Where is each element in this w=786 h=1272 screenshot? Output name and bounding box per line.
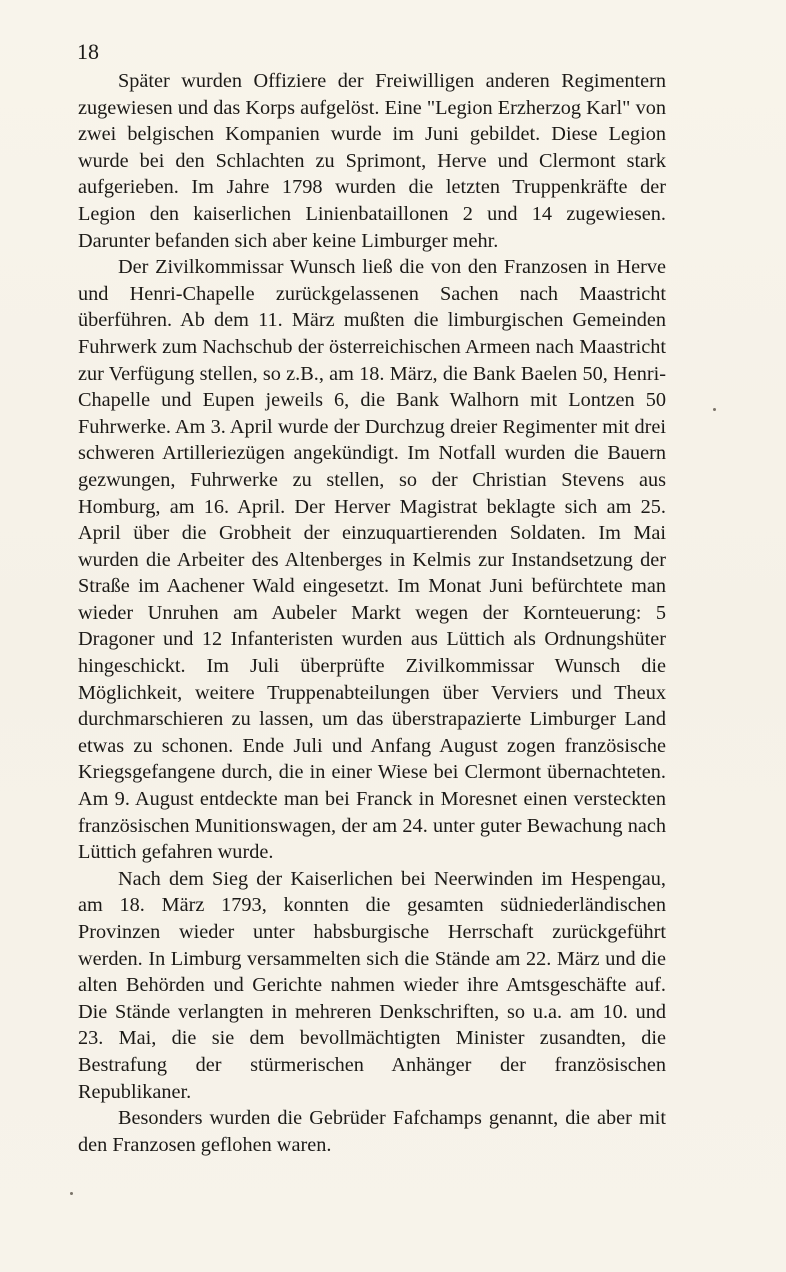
paragraph-3: Nach dem Sieg der Kaiserlichen bei Neerwinden im Hespengau, am 18. März 1793, konnten die gesamten südniederländischen Provinzen wieder unter habsburgische Herrschaft zurückgeführt werden. In Limburg versammelten sich die Stände am 22. März und die alten Behörden und Gerichte nahmen wieder ihre Amtsgeschäfte auf. Die Stände verlangten in mehreren Denkschriften, so u.a. am 10. und 23. Mai, die sie dem bevollmächtigten Minister zusandten, die Bestrafung der stürmerischen Anhänger der französischen Republikaner. [78, 867, 666, 1103]
page-number: 18 [77, 39, 99, 64]
paragraph-4: Besonders wurden die Gebrüder Fafchamps genannt, die aber mit den Franzosen geflohen waren. [78, 1107, 666, 1156]
body-text [78, 68, 666, 1158]
margin-speck [70, 1192, 73, 1195]
paragraph-1: Später wurden Offiziere der Freiwilligen anderen Regimentern zugewiesen und das Korps aufgelöst. Eine "Legion Erzherzog Karl" von zwei belgischen Kompanien wurde im Juni gebildet. Diese Legion wurde bei den Schlachten zu Sprimont, Herve und Clermont stark aufgerieben. Im Jahre 1798 wurden die letzten Truppenkräfte der Legion den kaiserlichen Linienbataillonen 2 und 14 zugewiesen. Darunter befanden sich aber keine Limburger mehr. [78, 70, 666, 252]
margin-speck [713, 408, 716, 411]
paragraph-2: Der Zivilkommissar Wunsch ließ die von den Franzosen in Herve und Henri-Chapelle zurückgelassenen Sachen nach Maastricht überführen. Ab dem 11. März mußten die limburgischen Gemeinden Fuhrwerk zum Nachschub der österreichischen Armeen nach Maastricht zur Verfügung stellen, so z.B., am 18. März, die Bank Baelen 50, Henri-Chapelle und Eupen jeweils 6, die Bank Walhorn mit Lontzen 50 Fuhrwerke. Am 3. April wurde der Durchzug dreier Regimenter mit drei schweren Artilleriezügen angekündigt. Im Notfall wurden die Bauern gezwungen, Fuhrwerke zu stellen, so der Christian Stevens aus Homburg, am 16. April. Der Herver Magistrat beklagte sich am 25. April über die Grobheit der einzuquartierenden Soldaten. Im Mai wurden die Arbeiter des Altenberges in Kelmis zur Instandsetzung der Straße im Aachener Wald eingesetzt. Im Monat Juni befürchtete man wieder Unruhen am Aubeler Markt wegen der Kornteuerung: 5 Dragoner und 12 Infanteristen wurden aus Lüttich als Ordnungshüter hingeschickt. Im Juli überprüfte Zivilkommissar Wunsch die Möglichkeit, weitere Truppenabteilungen über Verviers und Theux durchmarschieren zu lassen, um das überstrapazierte Limburger Land etwas zu schonen. Ende Juli und Anfang August zogen französische Kriegsgefangene durch, die in einer Wiese bei Clermont übernachteten. Am 9. August entdeckte man bei Franck in Moresnet einen versteckten französischen Munitionswagen, der am 24. unter guter Bewachung nach Lüttich gefahren wurde. [78, 256, 666, 864]
